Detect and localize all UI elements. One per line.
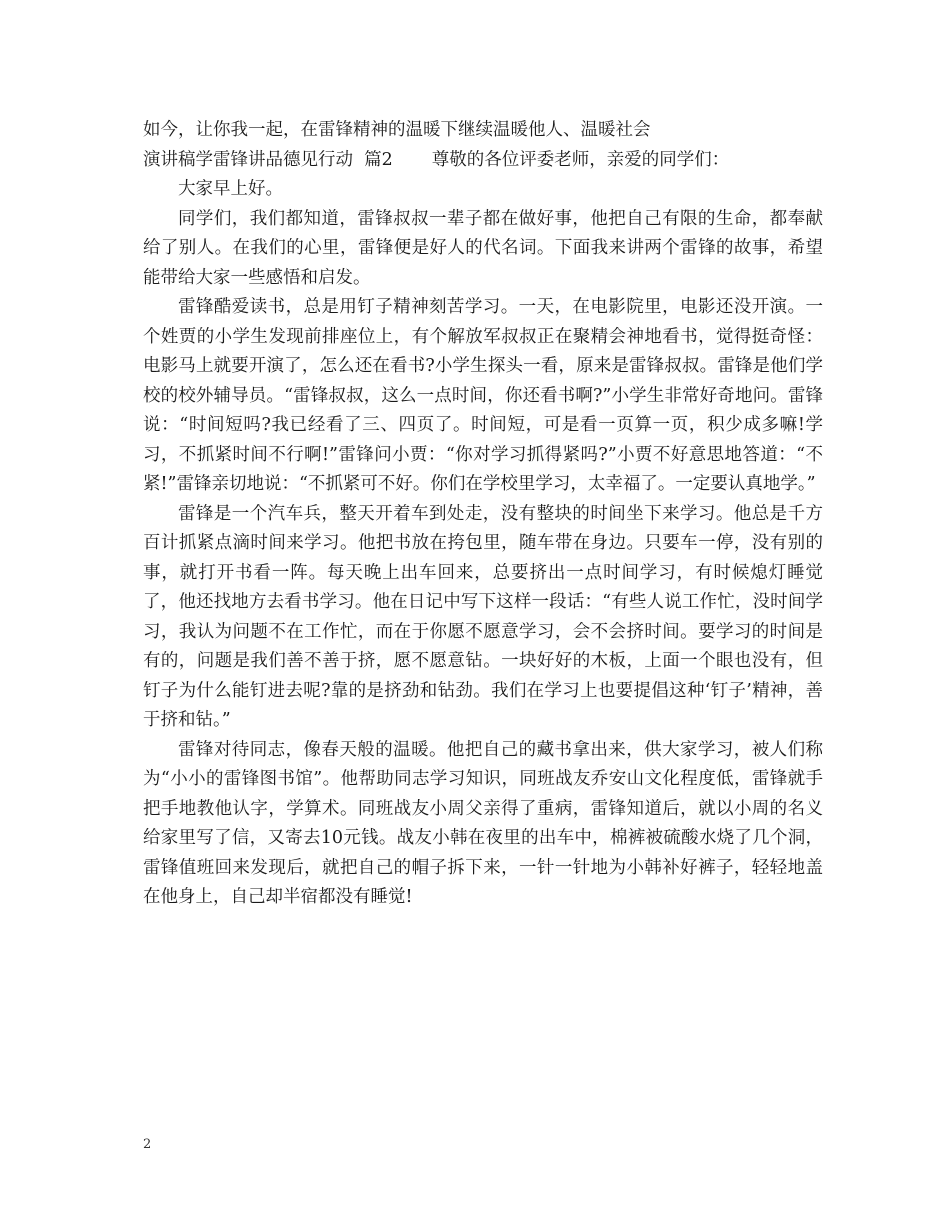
section-title-line: 演讲稿学雷锋讲品德见行动 篇2 尊敬的各位评委老师，亲爱的同学们： (143, 149, 730, 170)
paragraph-intro: 同学们，我们都知道，雷锋叔叔一辈子都在做好事，他把自己有限的生命，都奉献给了别人。在我们的心里，雷锋便是好人的代名词。下面我来讲两个雷锋的故事，希望能带给大家一些感悟和启发。 (143, 208, 823, 288)
paragraph-story-reading: 雷锋酷爱读书，总是用钉子精神刻苦学习。一天，在电影院里，电影还没开演。一个姓贾的小学生发现前排座位上，有个解放军叔叔正在聚精会神地看书，觉得挺奇怪：电影马上就要开演了，怎么还在看书?小学生探头一看，原来是雷锋叔叔。雷锋是他们学校的校外辅导员。“雷锋叔叔，这么一点时间，你还看书啊?”小学生非常好奇地问。雷锋说：“时间短吗?我已经看了三、四页了。时间短，可是看一页算一页，积少成多嘛!学习，不抓紧时间不行啊!”雷锋问小贾：“你对学习抓得紧吗?”小贾不好意思地答道：“不紧!”雷锋亲切地说：“不抓紧可不好。你们在学校里学习，太幸福了。一定要认真地学。” (143, 297, 823, 494)
continuation-line: 如今，让你我一起，在雷锋精神的温暖下继续温暖他人、温暖社会 (143, 120, 651, 140)
document-body (143, 116, 823, 913)
paragraph-story-comrades: 雷锋对待同志，像春天般的温暖。他把自己的藏书拿出来，供大家学习，被人们称为“小小的雷锋图书馆”。他帮助同志学习知识，同班战友乔安山文化程度低，雷锋就手把手地教他认字，学算术。同班战友小周父亲得了重病，雷锋知道后，就以小周的名义给家里写了信，又寄去10元钱。战友小韩在夜里的出车中，棉裤被硫酸水烧了几个洞，雷锋值班回来发现后，就把自己的帽子拆下来，一针一针地为小韩补好裤子，轻轻地盖在他身上，自己却半宿都没有睡觉! (143, 739, 823, 907)
paragraph-greeting: 大家早上好。 (178, 179, 283, 199)
paragraph-story-nail-spirit: 雷锋是一个汽车兵，整天开着车到处走，没有整块的时间坐下来学习。他总是千方百计抓紧点滴时间来学习。他把书放在挎包里，随车带在身边。只要车一停，没有别的事，就打开书看一阵。每天晚上出车回来，总要挤出一点时间学习，有时候熄灯睡觉了，他还找地方去看书学习。他在日记中写下这样一段话：“有些人说工作忙，没时间学习，我认为问题不在工作忙，而在于你愿不愿意学习，会不会挤时间。要学习的时间是有的，问题是我们善不善于挤，愿不愿意钻。一块好好的木板，上面一个眼也没有，但钉子为什么能钉进去呢?靠的是挤劲和钻劲。我们在学习上也要提倡这种‘钉子’精神，善于挤和钻。” (143, 503, 823, 730)
page-number: 2 (143, 1137, 152, 1152)
